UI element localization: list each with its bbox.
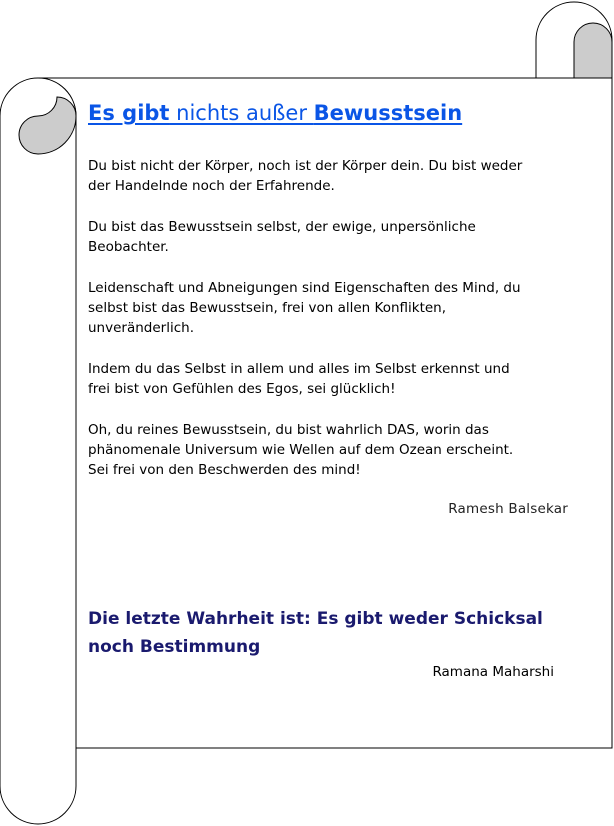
title-part-1: Es gibt <box>88 101 170 125</box>
title-part-3: Bewusstsein <box>313 101 463 125</box>
title-part-2: nichts außer <box>169 101 314 125</box>
page-title <box>88 100 568 126</box>
paragraph-line: frei bist von Gefühlen des Egos, sei glücklich! <box>88 381 396 397</box>
paragraph-1 <box>88 156 568 196</box>
paragraph-line: Oh, du reines Bewusstsein, du bist wahrlich DAS, worin das <box>88 422 489 438</box>
scroll-top-curl-shadow <box>574 23 612 78</box>
paragraph-line: selbst bist das Bewusstsein, frei von allen Konflikten, <box>88 300 447 316</box>
paragraph-line: Beobachter. <box>88 239 169 255</box>
attribution-maharshi: Ramana Maharshi <box>432 664 554 680</box>
paragraph-line: Leidenschaft und Abneigungen sind Eigenschaften des Mind, du <box>88 280 521 296</box>
scroll-content <box>88 100 568 517</box>
paragraph-line: der Handelnde noch der Erfahrende. <box>88 178 335 194</box>
quote-line: Die letzte Wahrheit ist: Es gibt weder Schicksal <box>88 609 543 629</box>
paragraph-line: Sei frei von den Beschwerden des mind! <box>88 462 361 478</box>
paragraph-2 <box>88 217 568 257</box>
paragraph-line: Du bist nicht der Körper, noch ist der Körper dein. Du bist weder <box>88 158 523 174</box>
paragraph-line: unveränderlich. <box>88 320 194 336</box>
paragraph-line: Du bist das Bewusstsein selbst, der ewige, unpersönliche <box>88 219 476 235</box>
scroll-left-roll <box>0 78 76 824</box>
paragraph-5 <box>88 420 568 480</box>
closing-quote <box>88 605 568 661</box>
paragraph-line: phänomenale Universum wie Wellen auf dem Ozean erscheint. <box>88 442 514 458</box>
attribution-balsekar: Ramesh Balsekar <box>448 501 568 517</box>
quote-line: noch Bestimmung <box>88 637 261 657</box>
paragraph-4 <box>88 359 568 399</box>
paragraph-3 <box>88 278 568 338</box>
paragraph-line: Indem du das Selbst in allem und alles im Selbst erkennst und <box>88 361 510 377</box>
